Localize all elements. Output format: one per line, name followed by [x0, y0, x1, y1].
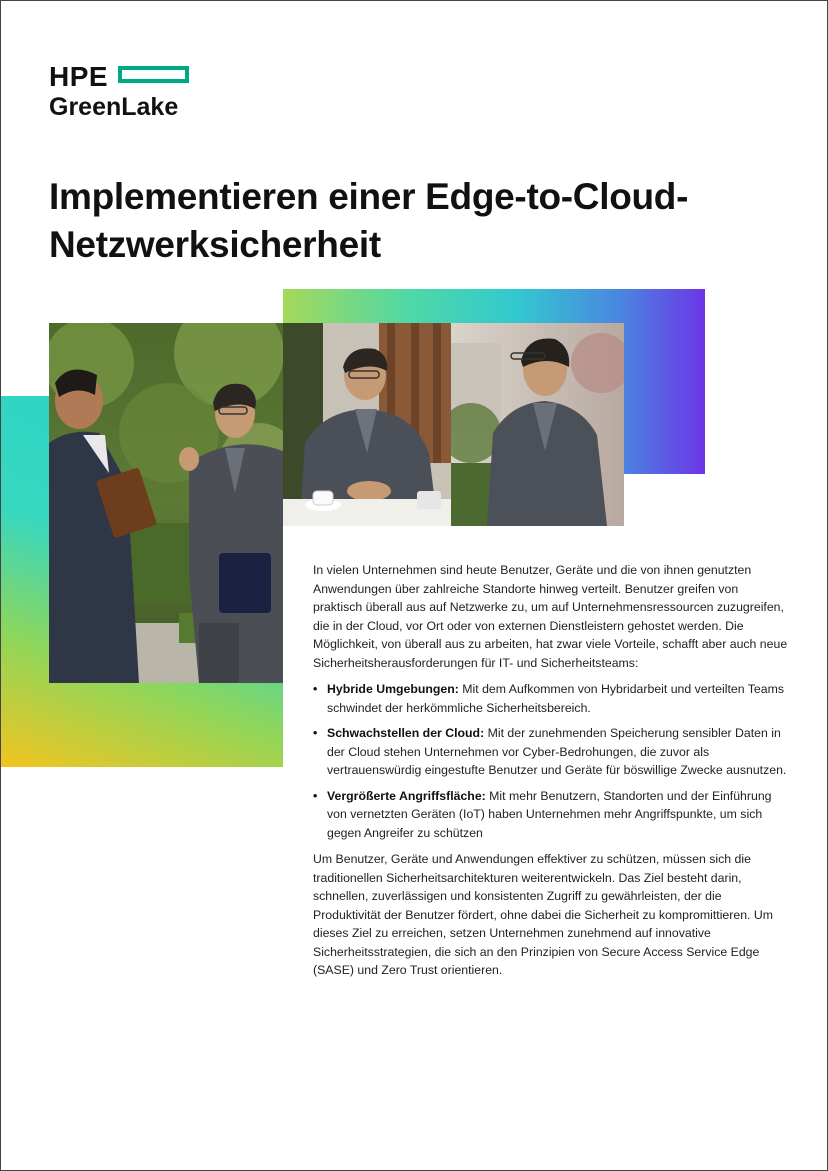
list-item-text: Mit dem Aufkommen von Hybridarbeit und verteilten Teams schwindet der herkömmliche Sicherheitsbereich. — [327, 682, 784, 715]
list-item-term: Vergrößerte Angriffsfläche: — [327, 788, 486, 803]
logo-product: GreenLake — [49, 93, 179, 121]
list-item-term: Hybride Umgebungen: — [327, 682, 459, 696]
list-item-text: Mit der zunehmenden Speicherung sensibler Daten in der Cloud stehen Unternehmen vor Cyber-Bedrohungen, die zuvor als vertrauenswürdig eingestufte Benutzer und Geräte für böswillige Zwecke ausnutzen. — [327, 726, 787, 777]
intro-paragraph: In vielen Unternehmen sind heute Benutzer, Geräte und die von ihnen genutzten Anwendungen über zahlreiche Standorte hinweg verteilt. Benutzer greifen von praktisch überall aus auf Netzwerke zu, um auf Unternehmensressourcen zuzugreifen, die in der Cloud, vor Ort oder von externen Dienstleistern gehostet werden. Die Möglichkeit, von überall aus zu arbeiten, hat zwar viele Vorteile, schafft aber auch neue Sicherheitsherausforderungen für IT- und Sicherheitsteams: — [313, 563, 788, 670]
list-item — [313, 680, 789, 717]
challenge-list — [313, 680, 789, 842]
logo-rectangle-icon — [118, 66, 189, 83]
photo-man-standing — [451, 323, 624, 526]
photo-man-seated — [283, 323, 451, 526]
closing-paragraph: Um Benutzer, Geräte und Anwendungen effektiver zu schützen, müssen sich die traditionellen Sicherheitsarchitekturen weiterentwickeln. Das Ziel besteht darin, schnellen, zuverlässigen und konsistenten Zugriff zu gewährleisten, der die Produktivität der Benutzer fördert, ohne dabei die Sicherheit zu kompromittieren. Um dieses Ziel zu erreichen, setzen Unternehmen zunehmend auf innovative Sicherheitsstrategien, die sich an den Prinzipien von Secure Access Service Edge (SASE) und Zero Trust orientieren. — [313, 852, 773, 977]
body-text — [313, 561, 789, 980]
photo-two-men-outdoors — [49, 323, 283, 683]
list-item-term: Schwachstellen der Cloud: — [327, 726, 485, 740]
list-item-text: Mit mehr Benutzern, Standorten und der Einführung von vernetzten Geräten (IoT) haben Unternehmen mehr Angriffspunkte, um sich gegen Angreifer zu schützen — [327, 788, 772, 840]
page-title: Implementieren einer Edge-to-Cloud-Netzwerksicherheit — [49, 176, 689, 265]
list-item — [313, 787, 789, 843]
logo-brand: HPE — [49, 61, 109, 92]
list-item — [313, 724, 789, 780]
